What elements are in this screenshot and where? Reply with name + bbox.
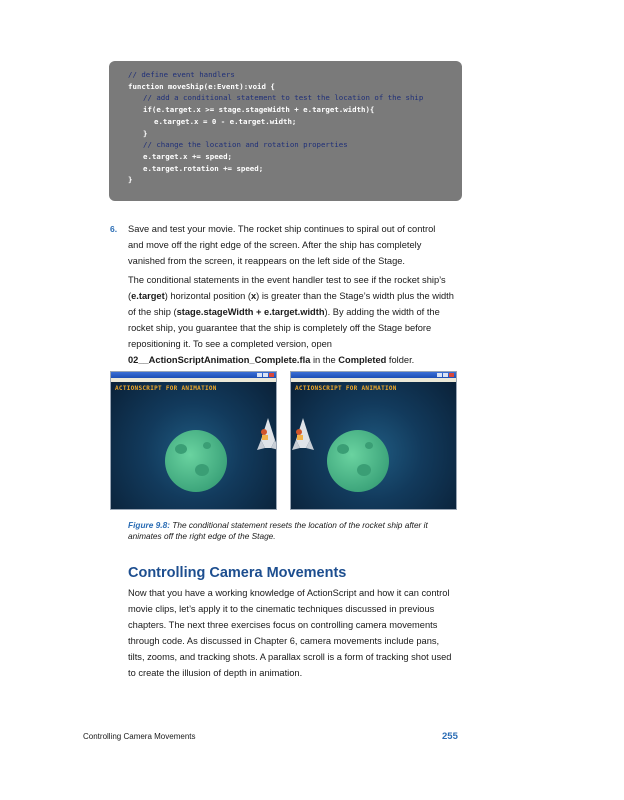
step-number: 6. [110,224,118,234]
maximize-icon [443,373,448,377]
text-run: folder. [386,355,415,365]
maximize-icon [263,373,268,377]
code-line: // change the location and rotation properties [143,140,348,150]
text-run: ) horizontal position ( [164,291,251,301]
step-text: Save and test your movie. The rocket ship continues to spiral out of control and move off the right edge of the screen. After the ship has completely vanished from the screen, it reappears on the left side of the Stage. [128,224,436,266]
caption-text: The conditional statement resets the location of the rocket ship after it animates off the right edge of the Stage. [128,520,428,541]
explanation-paragraph [128,272,458,368]
code-term: e.target [131,291,165,301]
code-line: // define event handlers [128,70,235,79]
section-body: Now that you have a working knowledge of ActionScript and how it can control movie clips, let’s apply it to the cinematic techniques discussed in previous chapters. The next three exercises focus on controlling camera movements through code. As discussed in Chapter 6, camera movements include pans, tilts, zooms, and tracking shots. A parallax scroll is a form of tracking shot used to create the illusion of depth in animation. [128,588,452,678]
code-term: stage.stageWidth + e.target.width [176,307,325,317]
text-run: ). By adding the width of the rocket ship, you guarantee that the ship is completely off the Stage before repositioning it. To see a completed version, open [128,307,440,349]
code-line: } [128,175,133,185]
text-run: ) is greater than the Stage’s width plus the width of the ship ( [128,291,454,317]
screenshot-ship-reappearing [290,371,457,510]
code-line: e.target.rotation += speed; [143,163,264,173]
code-term: x [251,291,257,301]
minimize-icon [437,373,442,377]
text-run: The conditional statements in the event handler test to see if the rocket ship’s ( [128,275,446,301]
file-name: 02__ActionScriptAnimation_Complete.fla [128,355,311,365]
flash-stage [291,382,456,509]
text-run: in the [310,355,339,365]
planet [165,430,227,492]
planet [327,430,389,492]
figure-caption [128,520,448,542]
flash-stage [111,382,276,509]
code-line: // add a conditional statement to test the location of the ship [143,93,424,103]
section-heading: Controlling Camera Movements [128,565,347,581]
code-line: function moveShip(e:Event):void { [128,81,275,91]
minimize-icon [257,373,262,377]
game-logo: ACTIONSCRIPT FOR ANIMATION [115,385,217,392]
screenshot-ship-leaving [110,371,277,510]
code-listing [109,61,462,201]
code-line: e.target.x = 0 - e.target.width; [154,116,297,126]
window-titlebar [111,372,276,378]
rocket-ship-icon [292,418,314,452]
code-line: if(e.target.x >= stage.stageWidth + e.target.width){ [143,105,375,115]
folder-name: Completed [338,355,387,365]
figure-label: Figure 9.8: [128,520,170,530]
close-icon [449,373,454,377]
game-logo: ACTIONSCRIPT FOR ANIMATION [295,385,397,392]
code-line: e.target.x += speed; [143,151,232,161]
code-line: } [143,128,148,138]
rocket-ship-icon [257,418,277,452]
step-item [110,221,450,269]
running-footer: Controlling Camera Movements [83,732,196,741]
close-icon [269,373,274,377]
page-number: 255 [442,731,458,742]
window-titlebar [291,372,456,378]
